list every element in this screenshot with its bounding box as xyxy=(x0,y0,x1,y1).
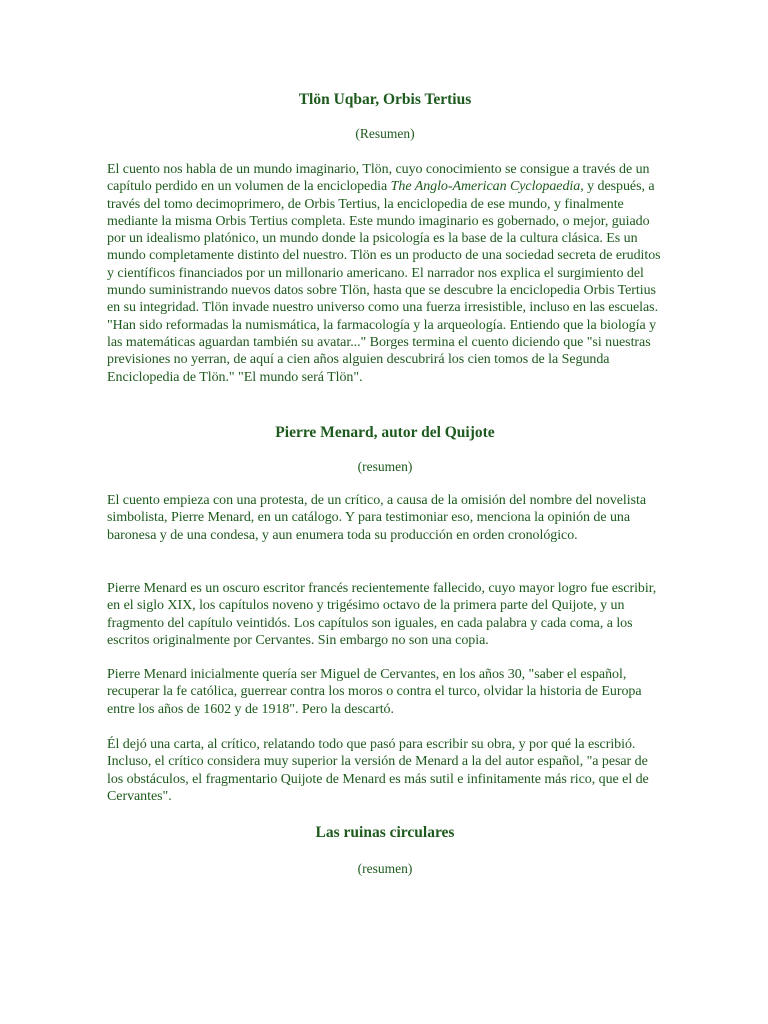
paragraph-text: El cuento nos habla de un mundo imaginario, Tlön, cuyo conocimiento se consigue a través de un capítulo perdido en un volumen de la enciclopedia xyxy=(107,162,650,195)
encyclopedia-title: The Anglo-American Cyclopaedia xyxy=(390,179,581,195)
paragraph-menard-2: Pierre Menard es un oscuro escritor francés recientemente fallecido, cuyo mayor logro fue escribir, en el siglo XIX, los capítulos noveno y trigésimo octavo de la primera parte del Quijote, y un fragmento del capítulo veintidós. Los capítulos son iguales, en cada palabra y cada coma, a los escritos originalmente por Cervantes. Sin embargo no son una copia. xyxy=(107,581,657,648)
section-title-tlon: Tlön Uqbar, Orbis Tertius xyxy=(298,91,472,108)
section-subtitle-menard: (resumen) xyxy=(357,459,413,474)
paragraph-menard-3: Pierre Menard inicialmente quería ser Miguel de Cervantes, en los años 30, "saber el español, recuperar la fe católica, guerrear contra los moros o contra el turco, olvidar la historia de Europa entre los años de 1602 y de 1918". Pero la descartó. xyxy=(107,667,642,717)
paragraph-tlon-summary xyxy=(107,161,663,386)
section-title-ruinas: Las ruinas circulares xyxy=(315,824,455,841)
paragraph-menard-4: Él dejó una carta, al crítico, relatando todo que pasó para escribir su obra, y por qué la escribió. Incluso, el crítico considera muy superior la versión de Menard a la del autor español, "a pesar de los obstáculos, el fragmentario Quijote de Menard es más sutil e infinitamente más rico, que el de Cervantes". xyxy=(107,737,649,804)
section-subtitle-ruinas: (resumen) xyxy=(357,861,413,876)
paragraph-menard-1: El cuento empieza con una protesta, de un crítico, a causa de la omisión del nombre del novelista simbolista, Pierre Menard, en un catálogo. Y para testimoniar eso, menciona la opinión de una baronesa y de una condesa, y aun enumera toda su producción en orden cronológico. xyxy=(107,493,647,543)
section-title-menard: Pierre Menard, autor del Quijote xyxy=(275,424,495,441)
section-subtitle-tlon: (Resumen) xyxy=(355,126,415,141)
paragraph-text: , y después, a través del tomo decimoprimero, de Orbis Tertius, la enciclopedia de ese mundo, y finalmente mediante la misma Orbis Tertius completa. Este mundo imaginario es gobernado, o mejor, guiado por un idealismo platónico, un mundo donde la psicología es la base de la cultura clásica. Es un mundo completamente distinto del nuestro. Tlön es un producto de una sociedad secreta de eruditos y científicos financiados por un millonario americano. El narrador nos explica el surgimiento del mundo suministrando nuevos datos sobre Tlön, hasta que se descubre la enciclopedia Orbis Tertius en su integridad. Tlön invade nuestro universo como una fuerza irresistible, incluso en las escuelas. "Han sido reformadas la numismática, la farmacología y la arqueología. Entiendo que la biología y las matemáticas aguardan también su avatar..." Borges termina el cuento diciendo que "si nuestras previsiones no yerran, de aquí a cien años alguien descubrirá los cien tomos de la Segunda Enciclopedia de Tlön." "El mundo será Tlön". xyxy=(107,179,661,385)
